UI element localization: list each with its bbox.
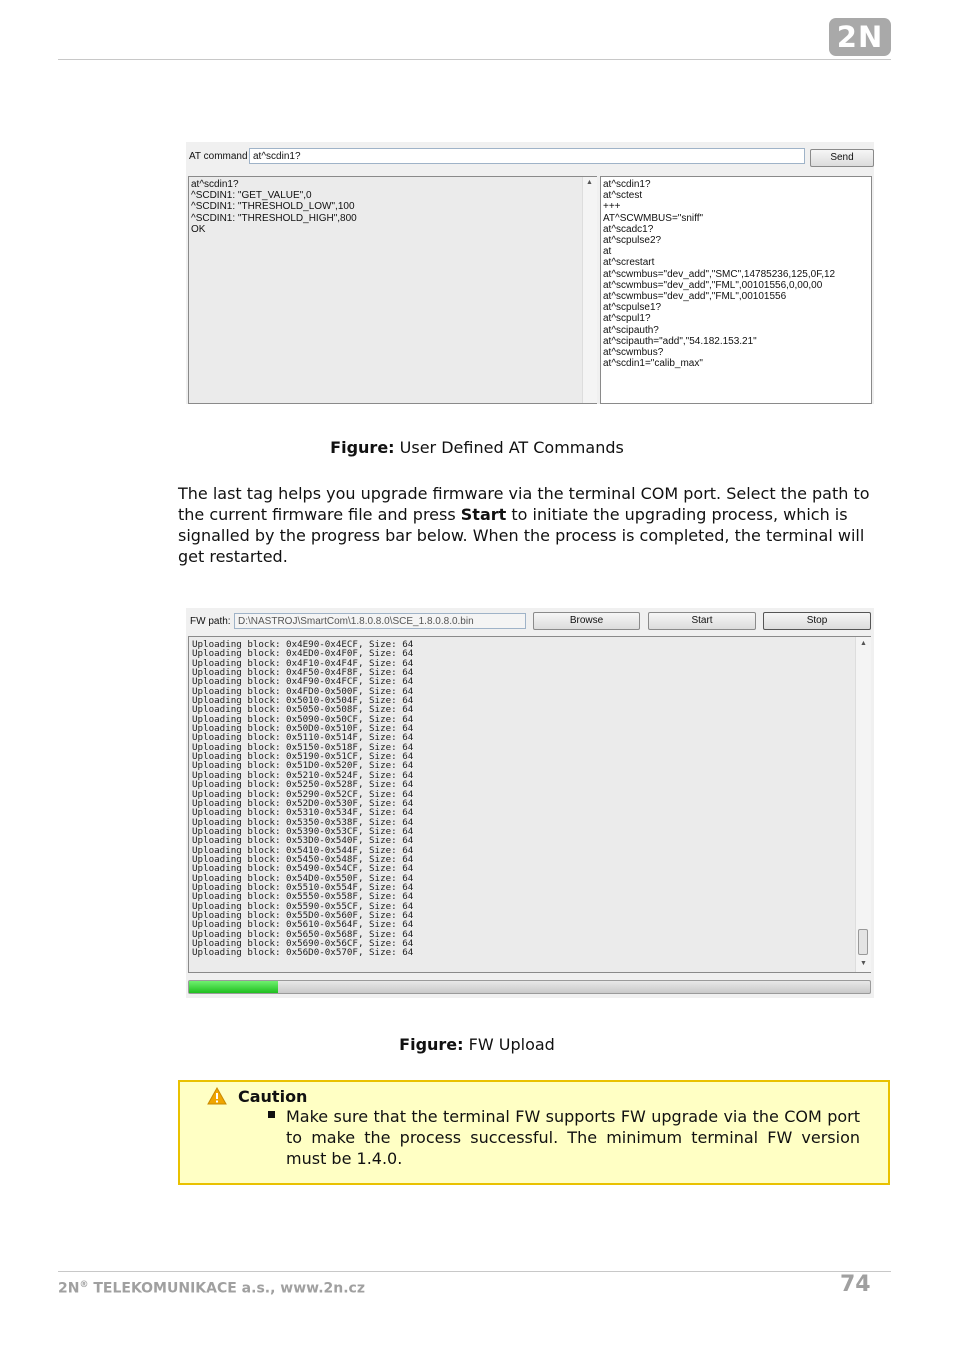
scroll-up-icon[interactable]: ▲: [860, 640, 867, 647]
scroll-thumb[interactable]: [858, 929, 868, 955]
upload-log-pane[interactable]: Uploading block: 0x4E90-0x4ECF, Size: 64 Uploading block: 0x4ED0-0x4F0F, Size: 64 Uploading block: 0x4F10-0x4F4F, Size: 64 Uploading block: 0x4F50-0x4F8F, Size: 64 Uploading block: 0x4F90-0x4FCF, Size: 64 Uploading block: 0x4FD0-0x500F, Size: 64 Uploading block: 0x5010-0x504F, Size: 64 Uploading block: 0x5050-0x508F, Size: 64 Uploading block: 0x5090-0x50CF, Size: 64 Uploading block: 0x50D0-0x510F, Size: 64 Uploading block: 0x5110-0x514F, Size: 64 Uploading block: 0x5150-0x518F, Size: 64 Uploading block: 0x5190-0x51CF, Size: 64 Uploading block: 0x51D0-0x520F, Size: 64 Uploading block: 0x5210-0x524F, Size: 64 Uploading block: 0x5250-0x528F, Size: 64 Uploading block: 0x5290-0x52CF, Size: 64 Uploading block: 0x52D0-0x530F, Size: 64 Uploading block: 0x5310-0x534F, Size: 64 Uploading block: 0x5350-0x538F, Size: 64 Uploading block: 0x5390-0x53CF, Size: 64 Uploading block: 0x53D0-0x540F, Size: 64 Uploading block: 0x5410-0x544F, Size: 64 Uploading block: 0x5450-0x548F, Size: 64 Uploading block: 0x5490-0x54CF, Size: 64 Uploading block: 0x54D0-0x550F, Size: 64 Uploading block: 0x5510-0x554F, Size: 64 Uploading block: 0x5550-0x558F, Size: 64 Uploading block: 0x5590-0x55CF, Size: 64 Uploading block: 0x55D0-0x560F, Size: 64 Uploading block: 0x5610-0x564F, Size: 64 Uploading block: 0x5650-0x568F, Size: 64 Uploading block: 0x5690-0x56CF, Size: 64 Uploading block: 0x56D0-0x570F, Size: 64: [188, 636, 871, 973]
figure2-caption-text: FW Upload: [463, 1035, 555, 1054]
footer-registered-mark: ®: [79, 1280, 89, 1290]
warning-icon: [207, 1087, 227, 1105]
at-command-screenshot: [186, 142, 874, 404]
at-output-pane[interactable]: at^scdin1? ^SCDIN1: "GET_VALUE",0 ^SCDIN1: "THRESHOLD_LOW",100 ^SCDIN1: "THRESHOLD_HIGH",800 OK: [188, 176, 597, 404]
send-button[interactable]: Send: [810, 149, 874, 167]
fw-path-input[interactable]: D:\NASTROJ\SmartCom\1.8.0.8.0\SCE_1.8.0.8.0.bin: [234, 613, 526, 629]
upload-progress-bar: [188, 980, 871, 994]
paragraph-bold-start: Start: [460, 505, 507, 524]
at-command-label: AT command: [189, 151, 248, 162]
footer-company-suffix: TELEKOMUNIKACE a.s., www.2n.cz: [88, 1280, 365, 1297]
paragraph-part2: to initiate the upgrading process, which is signalled by the progress bar below. When the process is completed, the terminal will get restarted.: [178, 505, 865, 566]
caution-item-text: Make sure that the terminal FW supports FW upgrade via the COM port to make the process successful. The minimum terminal FW version must be 1.4.0.: [286, 1107, 860, 1168]
browse-button[interactable]: Browse: [533, 612, 640, 630]
scroll-up-icon[interactable]: ▲: [586, 179, 593, 186]
caution-box: [178, 1080, 890, 1185]
company-logo: 2N: [829, 18, 891, 56]
scroll-down-icon[interactable]: ▼: [860, 960, 867, 967]
footer-company-prefix: 2N: [58, 1280, 80, 1297]
paragraph-part1: The last tag helps you upgrade firmware via the terminal COM port. Select the path to the current firmware file and press: [178, 484, 870, 524]
footer-company: [58, 1280, 365, 1297]
log-scrollbar[interactable]: [855, 637, 871, 972]
caution-title: Caution: [238, 1087, 308, 1106]
header-divider: [58, 59, 891, 60]
start-button[interactable]: Start: [648, 612, 756, 630]
figure2-caption-label: Figure:: [399, 1035, 464, 1054]
stop-button[interactable]: Stop: [763, 612, 871, 630]
caution-bullet: [268, 1111, 275, 1118]
figure1-caption: [0, 438, 954, 457]
figure1-caption-label: Figure:: [330, 438, 395, 457]
footer-divider: [58, 1271, 891, 1272]
figure1-caption-text: User Defined AT Commands: [394, 438, 624, 457]
at-command-input[interactable]: at^scdin1?: [249, 148, 805, 164]
fw-upload-screenshot: [186, 608, 874, 998]
body-paragraph: [178, 483, 878, 567]
upload-progress-fill: [189, 981, 278, 993]
fw-path-label: FW path:: [190, 616, 231, 627]
figure2-caption: [0, 1035, 954, 1054]
output-scrollbar[interactable]: [582, 177, 597, 403]
at-history-pane[interactable]: at^scdin1? at^sctest +++ AT^SCWMBUS="sniff" at^scadc1? at^scpulse2? at at^screstart at^scwmbus="dev_add","SMC",14785236,125,0F,12 at^scwmbus="dev_add","FML",00101556,0,00,00 at^scwmbus="dev_add","FML",00101556 at^scpulse1? at^scpul1? at^scipauth? at^scipauth="add","54.182.153.21" at^scwmbus? at^scdin1="calib_max": [600, 176, 872, 404]
page-number: 74: [840, 1272, 871, 1297]
